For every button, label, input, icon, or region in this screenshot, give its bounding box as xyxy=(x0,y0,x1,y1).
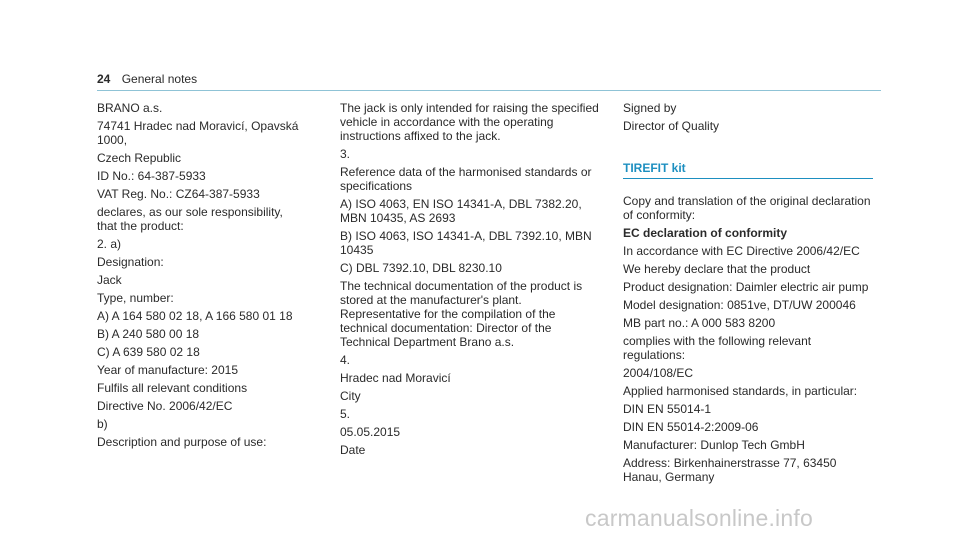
text-line: Designation: xyxy=(97,255,164,269)
text-line: Date xyxy=(340,443,366,457)
text-line: DIN EN 55014-2:2009-06 xyxy=(623,420,759,434)
text-line: MB part no.: A 000 583 8200 xyxy=(623,316,776,330)
text-line: Product designation: Daimler electric air pump xyxy=(623,280,869,294)
text-line: Model designation: 0851ve, DT/UW 200046 xyxy=(623,298,856,312)
text-line: Jack xyxy=(97,273,122,287)
text-line: VAT Reg. No.: CZ64-387-5933 xyxy=(97,187,260,201)
column-jack-details xyxy=(340,101,600,461)
text-line: DIN EN 55014-1 xyxy=(623,402,712,416)
text-line: Manufacturer: Dunlop Tech GmbH xyxy=(623,438,805,452)
text-line: Applied harmonised standards, in particular: xyxy=(623,384,858,398)
text-line: Directive No. 2006/42/EC xyxy=(97,399,233,413)
text-line: A) A 164 580 02 18, A 166 580 01 18 xyxy=(97,309,293,323)
text-line: C) DBL 7392.10, DBL 8230.10 xyxy=(340,261,502,275)
text-line: Signed by xyxy=(623,101,677,115)
section-title-general-notes: General notes xyxy=(121,72,198,86)
text-line: 5. xyxy=(340,407,351,421)
text-line: B) A 240 580 00 18 xyxy=(97,327,200,341)
text-line: Year of manufacture: 2015 xyxy=(97,363,238,377)
text-line: Czech Republic xyxy=(97,151,182,165)
text-line: Address: Birkenhainerstrasse 77, 63450 Hanau, Germany xyxy=(623,456,837,484)
ec-declaration-heading: EC declaration of conformity xyxy=(623,226,788,240)
text-line: Description and purpose of use: xyxy=(97,435,267,449)
text-line: declares, as our sole responsibility, that the product: xyxy=(97,205,283,233)
column-tirefit-declaration xyxy=(623,101,873,488)
text-line: City xyxy=(340,389,361,403)
text-line: Copy and translation of the original declaration of conformity: xyxy=(623,194,871,222)
tirefit-kit-heading: TIREFIT kit xyxy=(623,161,873,179)
text-line: In accordance with EC Directive 2006/42/EC xyxy=(623,244,860,258)
text-line: The technical documentation of the product is stored at the manufacturer's plant. Representative for the compilation of the technical documentation: Director of the Technical Department Brano a.s. xyxy=(340,279,583,349)
text-line: complies with the following relevant regulations: xyxy=(623,334,812,362)
text-line: Fulfils all relevant conditions xyxy=(97,381,248,395)
text-line: BRANO a.s. xyxy=(97,101,163,115)
text-line: The jack is only intended for raising the specified vehicle in accordance with the operating instructions affixed to the jack. xyxy=(340,101,599,143)
text-line: 74741 Hradec nad Moravicí, Opavská 1000, xyxy=(97,119,299,147)
text-line: Type, number: xyxy=(97,291,174,305)
text-line: 4. xyxy=(340,353,351,367)
text-line: Director of Quality xyxy=(623,119,720,133)
text-line: Hradec nad Moravicí xyxy=(340,371,451,385)
text-line: 2. a) xyxy=(97,237,122,251)
text-line: We hereby declare that the product xyxy=(623,262,811,276)
text-line: Reference data of the harmonised standards or specifications xyxy=(340,165,592,193)
text-line: A) ISO 4063, EN ISO 14341-A, DBL 7382.20, MBN 10435, AS 2693 xyxy=(340,197,582,225)
page-header xyxy=(97,72,881,91)
text-line: 2004/108/EC xyxy=(623,366,694,380)
column-brano-declaration xyxy=(97,101,302,453)
page-number: 24 xyxy=(97,72,111,86)
text-line: 05.05.2015 xyxy=(340,425,401,439)
text-line: b) xyxy=(97,417,108,431)
text-line: ID No.: 64-387-5933 xyxy=(97,169,206,183)
text-line: C) A 639 580 02 18 xyxy=(97,345,200,359)
text-line: 3. xyxy=(340,147,351,161)
text-line: B) ISO 4063, ISO 14341-A, DBL 7392.10, MBN 10435 xyxy=(340,229,592,257)
watermark-link[interactable]: carmanualsonline.info xyxy=(585,505,813,531)
